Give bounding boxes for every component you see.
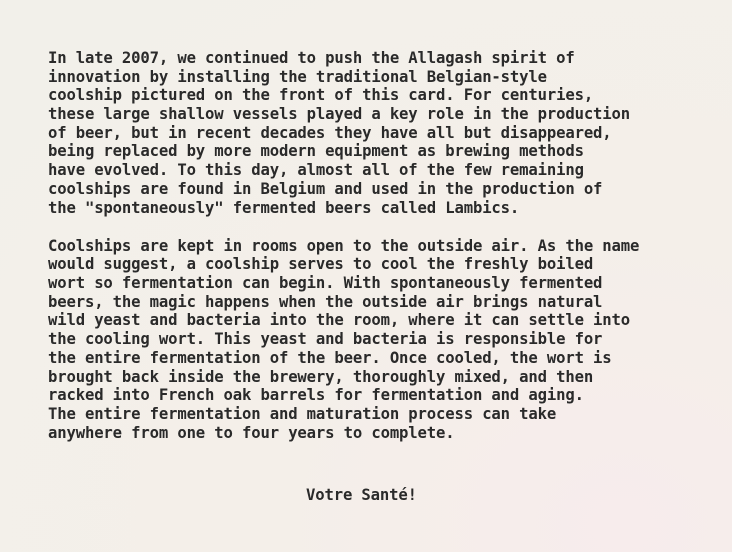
text-line: coolships are found in Belgium and used in the production of (48, 179, 603, 198)
text-line: the cooling wort. This yeast and bacteria is responsible for (48, 330, 603, 349)
text-line: The entire fermentation and maturation process can take (48, 404, 557, 423)
text-line: being replaced by more modern equipment as brewing methods (48, 142, 584, 161)
paragraph-2 (48, 237, 728, 443)
text-line: the "spontaneously" fermented beers called Lambics. (48, 198, 520, 217)
text-line: innovation by installing the traditional Belgian-style (48, 67, 547, 86)
text-line: these large shallow vessels played a key role in the production (48, 105, 631, 124)
signoff: Votre Santé! (306, 486, 417, 504)
text-line: Coolships are kept in rooms open to the outside air. As the name (48, 236, 640, 255)
text-line: wild yeast and bacteria into the room, where it can settle into (48, 311, 631, 330)
text-line: of beer, but in recent decades they have all but disappeared, (48, 123, 612, 142)
text-line: brought back inside the brewery, thoroughly mixed, and then (48, 367, 594, 386)
card-text (48, 49, 728, 442)
text-line: beers, the magic happens when the outside air brings natural (48, 292, 603, 311)
text-line: coolship pictured on the front of this card. For centuries, (48, 86, 594, 105)
text-line: would suggest, a coolship serves to cool the freshly boiled (48, 255, 594, 274)
text-line: In late 2007, we continued to push the Allagash spirit of (48, 49, 575, 67)
paragraph-gap (48, 217, 728, 237)
text-line: have evolved. To this day, almost all of the few remaining (48, 161, 584, 180)
text-line: racked into French oak barrels for fermentation and aging. (48, 386, 584, 405)
text-line: anywhere from one to four years to complete. (48, 423, 455, 442)
paragraph-1 (48, 49, 728, 217)
text-line: wort so fermentation can begin. With spontaneously fermented (48, 274, 603, 293)
text-line: the entire fermentation of the beer. Once cooled, the wort is (48, 348, 612, 367)
